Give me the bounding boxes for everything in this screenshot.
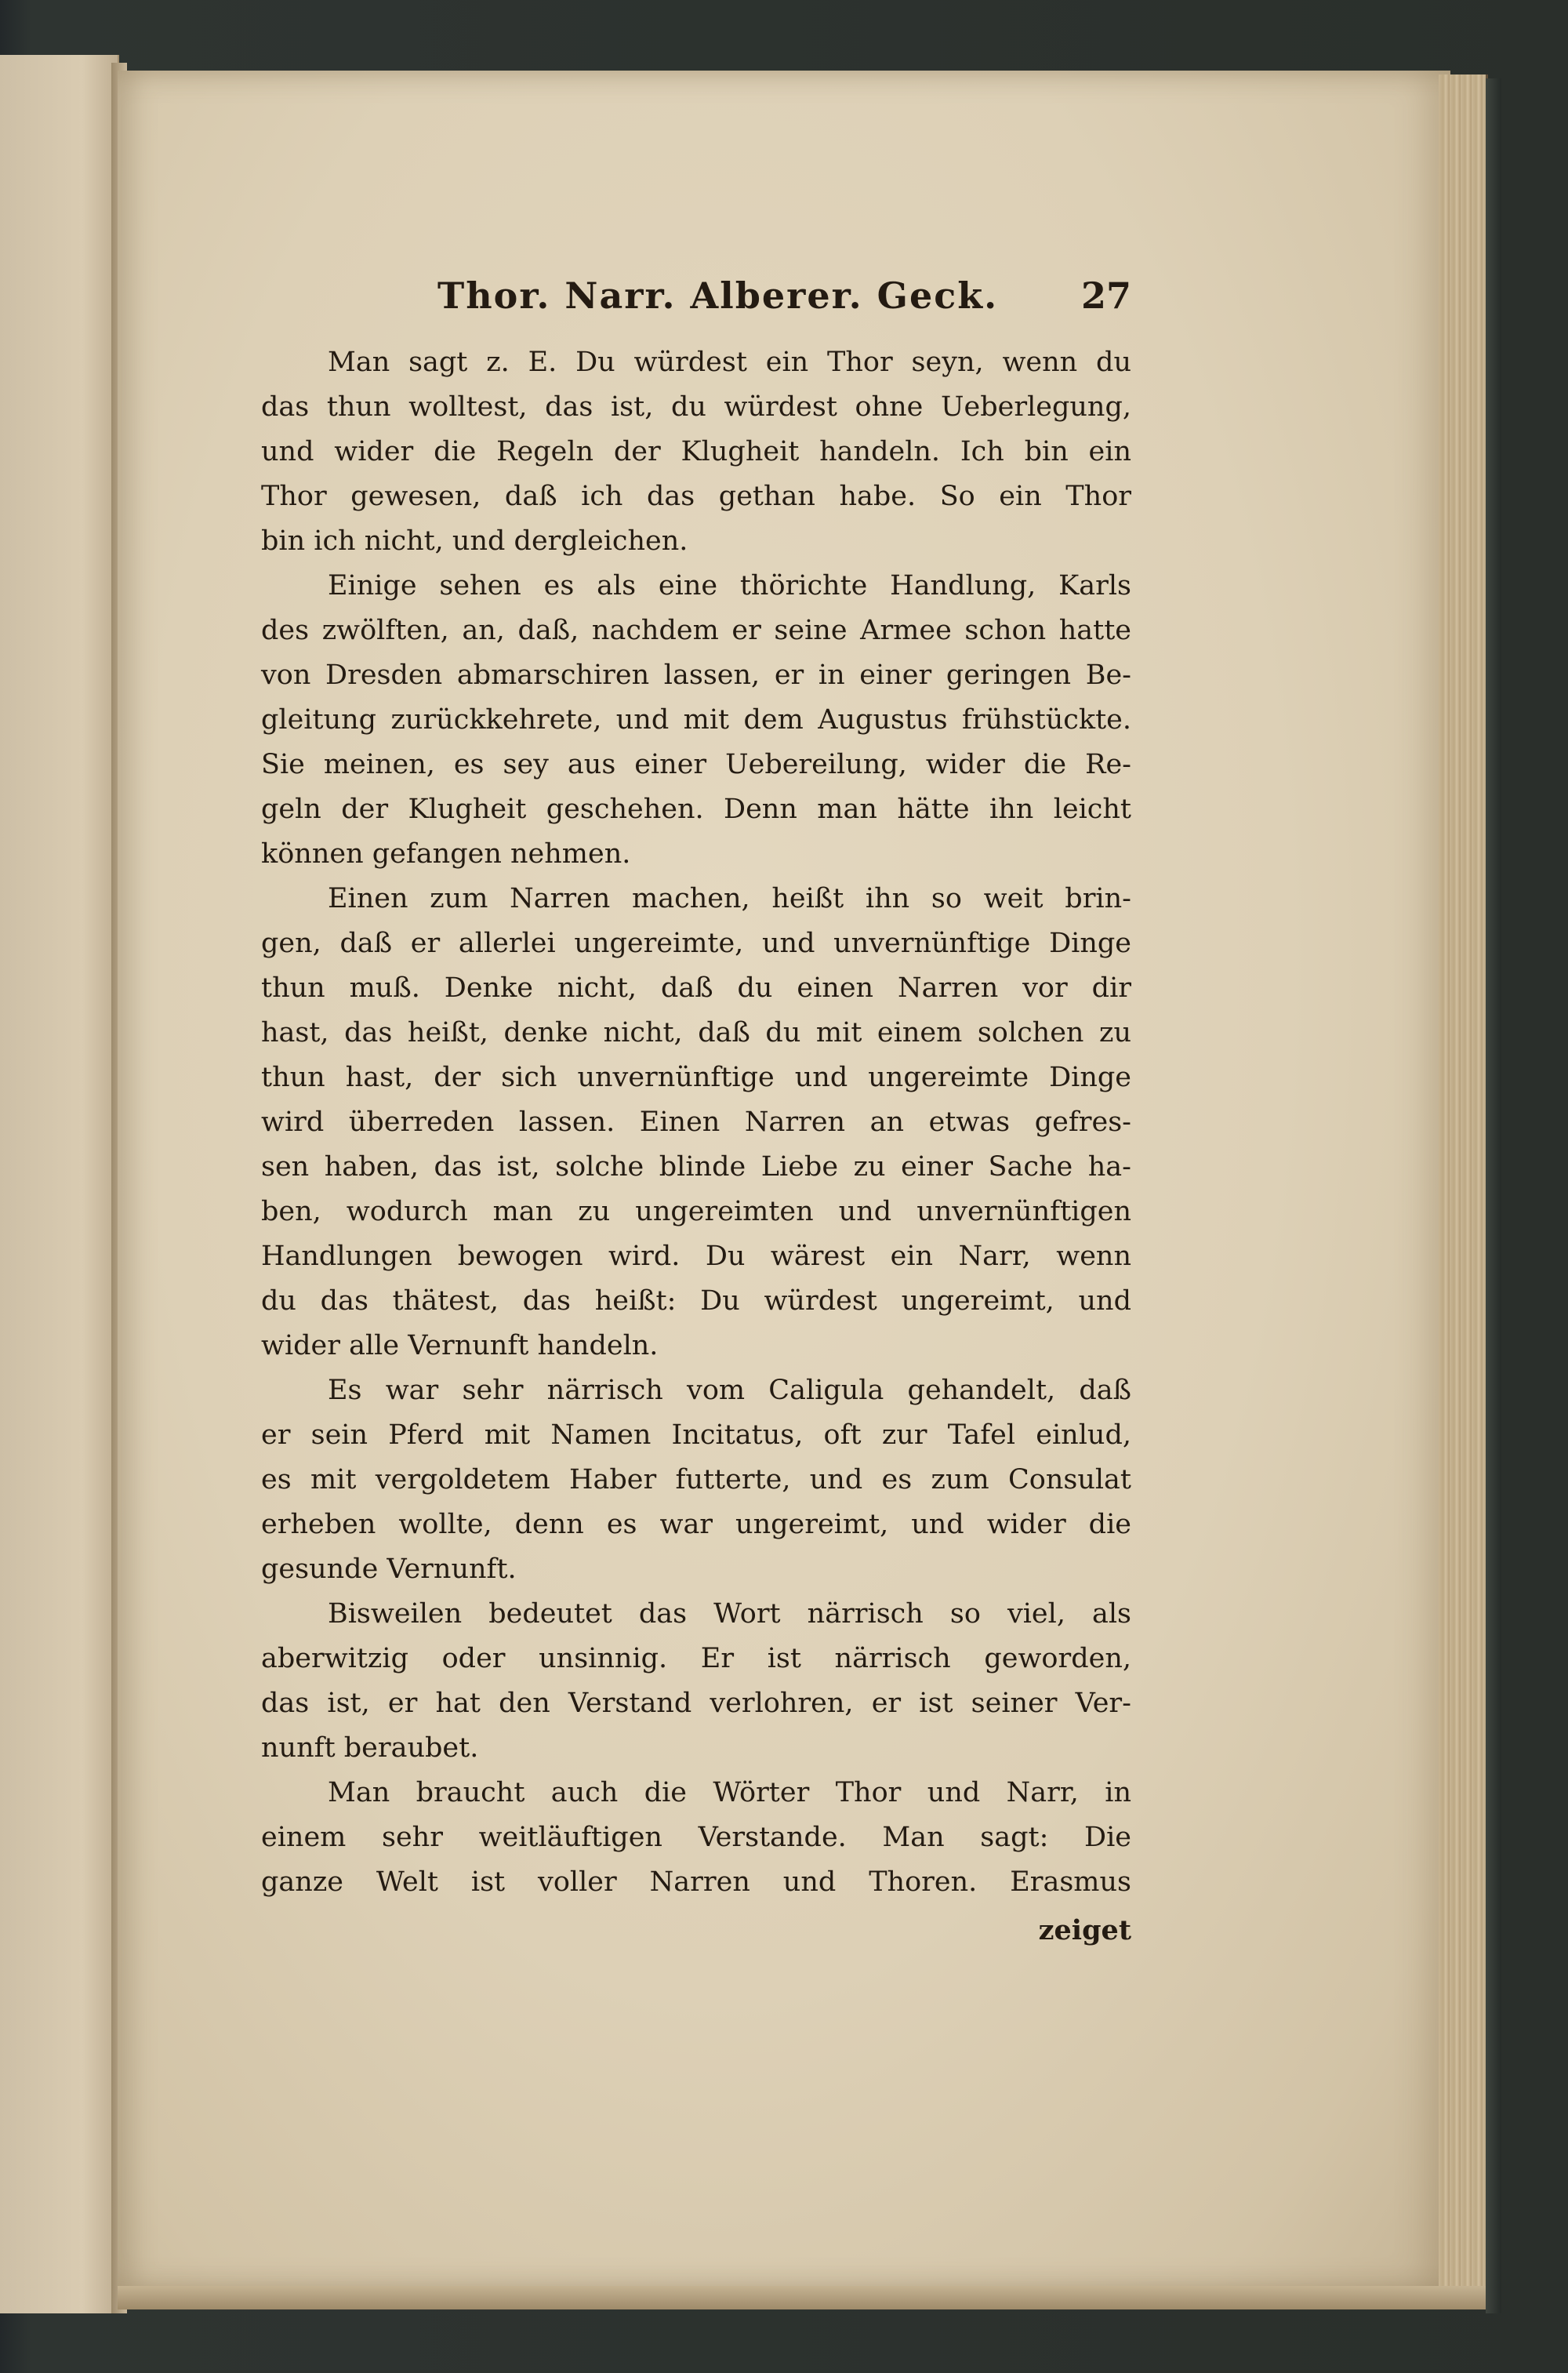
paragraph <box>261 1592 1131 1771</box>
paragraph <box>261 564 1131 877</box>
text-line: du das thätest, das heißt: Du würdest ungereimt, und <box>261 1285 1131 1317</box>
text-line: Handlungen bewogen wird. Du wärest ein Narr, wenn <box>261 1241 1131 1272</box>
text-line: aberwitzig oder unsinnig. Er ist närrisch geworden, <box>261 1643 1131 1674</box>
text-line: Bisweilen bedeutet das Wort närrisch so viel, als <box>328 1598 1131 1630</box>
text-line: das thun wolltest, das ist, du würdest ohne Ueberlegung, <box>261 391 1131 423</box>
text-line: sen haben, das ist, solche blinde Liebe zu einer Sache ha- <box>261 1151 1131 1183</box>
paragraph <box>261 340 1131 564</box>
running-head-title: Thor. Narr. Alberer. Geck. <box>437 274 999 317</box>
text-line: thun hast, der sich unvernünftige und ungereimte Dinge <box>261 1062 1131 1093</box>
text-line: wird überreden lassen. Einen Narren an etwas gefres- <box>261 1107 1131 1138</box>
text-line: nunft beraubet. <box>261 1732 479 1764</box>
text-line: wider alle Vernunft handeln. <box>261 1330 659 1361</box>
text-line: geln der Klugheit geschehen. Denn man hätte ihn leicht <box>261 794 1131 825</box>
text-line: können gefangen nehmen. <box>261 838 631 870</box>
text-line: gesunde Vernunft. <box>261 1554 517 1585</box>
text-line: es mit vergoldetem Haber futterte, und es zum Consulat <box>261 1464 1131 1495</box>
text-line: das ist, er hat den Verstand verlohren, er ist seiner Ver- <box>261 1688 1131 1719</box>
text-line: gleitung zurückkehrete, und mit dem Augustus frühstückte. <box>261 704 1131 736</box>
text-line: ganze Welt ist voller Narren und Thoren. Erasmus <box>261 1866 1131 1898</box>
text-line: Man sagt z. E. Du würdest ein Thor seyn, wenn du <box>328 347 1131 378</box>
facing-page-edge <box>0 55 119 2313</box>
text-line: von Dresden abmarschiren lassen, er in einer geringen Be- <box>261 660 1131 691</box>
text-line: gen, daß er allerlei ungereimte, und unvernünftige Dinge <box>261 928 1131 959</box>
running-head <box>261 274 1131 329</box>
paragraph <box>261 877 1131 1368</box>
text-line: ben, wodurch man zu ungereimten und unvernünftigen <box>261 1196 1131 1227</box>
text-line: Einen zum Narren machen, heißt ihn so weit brin- <box>328 883 1131 914</box>
text-line: Einige sehen es als eine thörichte Handlung, Karls <box>328 570 1131 601</box>
text-line: erheben wollte, denn es war ungereimt, und wider die <box>261 1509 1131 1540</box>
text-line: er sein Pferd mit Namen Incitatus, oft zur Tafel einlud, <box>261 1419 1131 1451</box>
text-line: Man braucht auch die Wörter Thor und Narr, in <box>328 1777 1131 1808</box>
paragraph <box>261 1771 1131 1905</box>
text-line: des zwölften, an, daß, nachdem er seine Armee schon hatte <box>261 615 1131 646</box>
paragraph <box>261 1368 1131 1592</box>
page-fore-edge <box>1439 74 1488 2302</box>
page-bottom-edge <box>118 2286 1486 2309</box>
text-line: bin ich nicht, und dergleichen. <box>261 525 688 557</box>
catchword: zeiget <box>1038 1914 1131 1946</box>
text-line: Sie meinen, es sey aus einer Uebereilung, wider die Re- <box>261 749 1131 780</box>
text-line: Es war sehr närrisch vom Caligula gehandelt, daß <box>328 1375 1131 1406</box>
text-block <box>261 274 1131 1953</box>
text-line: und wider die Regeln der Klugheit handeln. Ich bin ein <box>261 436 1131 467</box>
body-text <box>261 340 1131 1905</box>
text-line: einem sehr weitläuftigen Verstande. Man sagt: Die <box>261 1822 1131 1853</box>
page-number: 27 <box>1080 274 1131 317</box>
book-cover-edge <box>1486 78 1501 2313</box>
text-line: Thor gewesen, daß ich das gethan habe. So ein Thor <box>261 481 1131 512</box>
text-line: hast, das heißt, denke nicht, daß du mit einem solchen zu <box>261 1017 1131 1048</box>
text-line: thun muß. Denke nicht, daß du einen Narren vor dir <box>261 972 1131 1004</box>
